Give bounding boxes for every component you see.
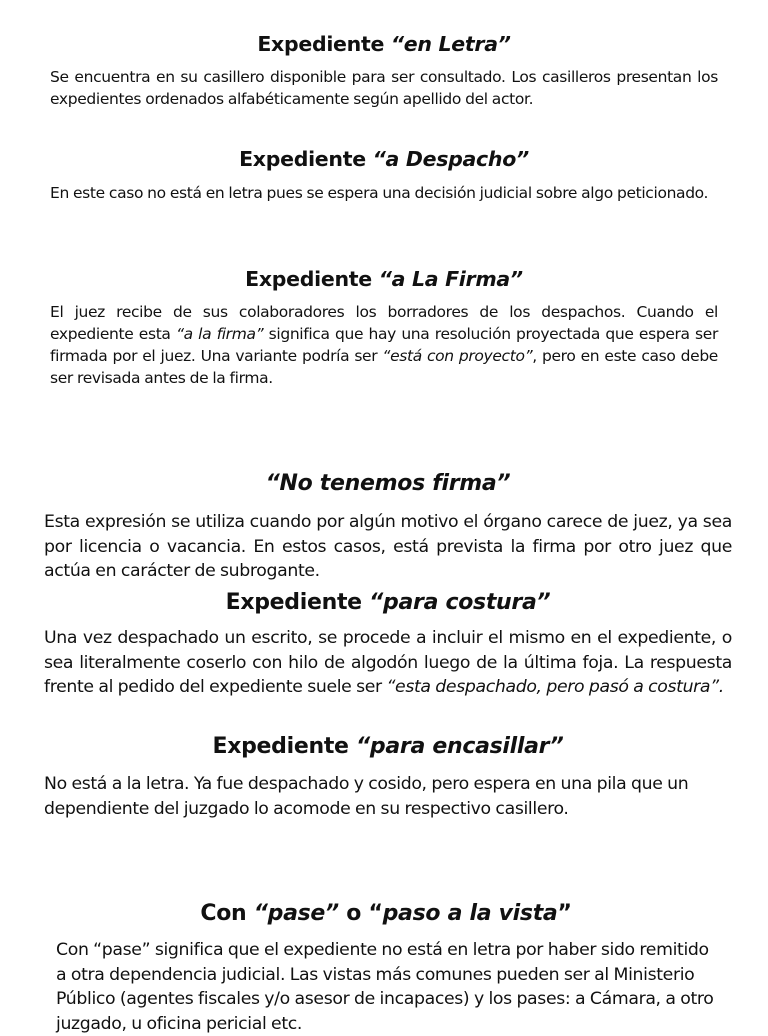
section-no-tenemos-firma	[44, 470, 732, 584]
section-paragraph: Se encuentra en su casillero disponible para ser consultado. Los casilleros presentan los expedientes ordenados alfabéticamente según apellido del actor.	[50, 68, 718, 108]
section-a-despacho	[50, 147, 718, 204]
section-title: Expediente “para costura”	[225, 590, 551, 615]
section-paragraph: No está a la letra. Ya fue despachado y cosido, pero espera en una pila que un dependiente del juzgado lo acomode en su respectivo casillero.	[44, 774, 689, 819]
section-en-letra	[50, 32, 718, 110]
section-pase	[56, 900, 716, 1036]
section-paragraph: Una vez despachado un escrito, se procede a incluir el mismo en el expediente, o sea literalmente coserlo con hilo de algodón luego de la última foja. La respuesta frente al pedido del expediente suele ser “esta despachado, pero pasó a costura”.	[44, 628, 732, 697]
section-para-encasillar	[44, 733, 732, 821]
section-title: “No tenemos firma”	[265, 471, 511, 496]
section-title: Expediente “para encasillar”	[212, 734, 564, 759]
section-title: Expediente “en Letra”	[257, 32, 511, 56]
section-title: Expediente “a La Firma”	[245, 267, 523, 291]
section-paragraph: Esta expresión se utiliza cuando por algún motivo el órgano carece de juez, ya sea por licencia o vacancia. En estos casos, está prevista la firma por otro juez que actúa en carácter de subrogante.	[44, 512, 732, 581]
section-title: Expediente “a Despacho”	[239, 147, 529, 171]
section-paragraph: En este caso no está en letra pues se espera una decisión judicial sobre algo peticionado.	[50, 184, 709, 202]
section-paragraph: Con “pase” significa que el expediente no está en letra por haber sido remitido a otra dependencia judicial. Las vistas más comunes pueden ser al Ministerio Público (agentes fiscales y/o asesor de incapaces) y los pases: a Cámara, a otro juzgado, u oficina pericial etc.	[56, 940, 714, 1034]
section-paragraph: El juez recibe de sus colaboradores los borradores de los despachos. Cuando el expediente esta “a la firma” significa que hay una resolución proyectada que espera ser firmada por el juez. Una variante podría ser “está con proyecto”, pero en este caso debe ser revisada antes de la firma.	[50, 303, 718, 387]
section-title: Con “pase” o “paso a la vista”	[200, 901, 572, 926]
section-a-la-firma	[50, 267, 718, 389]
section-para-costura	[44, 589, 732, 700]
